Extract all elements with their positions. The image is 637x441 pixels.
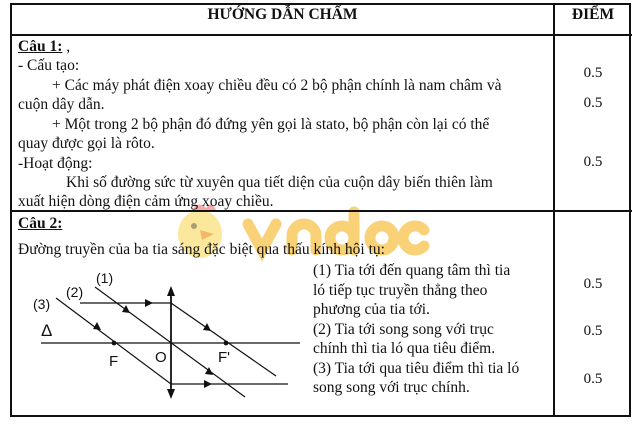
q1-line: xuất hiện dòng điện cảm ứng xoay chiều. xyxy=(18,193,274,210)
focus-point xyxy=(112,341,117,346)
q1-score: 0.5 xyxy=(583,154,603,170)
q1-score: 0.5 xyxy=(583,95,603,111)
question-1-suffix: , xyxy=(62,38,71,55)
converging-lens-diagram xyxy=(0,260,310,410)
focus-prime-label: F' xyxy=(218,349,231,366)
q1-line: Khi số đường sức từ xuyên qua tiết diện của cuộn dây biến thiên làm xyxy=(66,174,493,191)
q2-score: 0.5 xyxy=(583,371,603,387)
q2-score: 0.5 xyxy=(583,276,603,292)
q2-explanation: phương của tia tới. xyxy=(313,301,430,318)
question-1-title: Câu 1: xyxy=(18,38,63,55)
q1-line: + Các máy phát điện xoay chiều đều có 2 bộ phận chính là nam châm và xyxy=(52,77,502,94)
q2-explanation: song song với trục chính. xyxy=(313,379,470,396)
ray-2-label: (2) xyxy=(66,284,84,300)
q2-explanation: (3) Tia tới qua tiêu điểm thì tia ló xyxy=(313,360,520,377)
q1-line: cuộn dây dẫn. xyxy=(18,96,105,113)
ray-3-label: (3) xyxy=(33,296,51,312)
question-2-title: Câu 2: xyxy=(18,215,63,232)
q1-line: + Một trong 2 bộ phận đó đứng yên gọi là stato, bộ phận còn lại có thể xyxy=(52,116,490,133)
q1-line: quay được gọi là rôto. xyxy=(18,135,155,152)
q1-score: 0.5 xyxy=(583,65,603,81)
ray-1-label: (1) xyxy=(96,270,114,286)
focus-label: F xyxy=(109,353,119,370)
score-column-header: ĐIỂM xyxy=(571,6,615,23)
q2-intro: Đường truyền của ba tia sáng đặc biệt qua thấu kính hội tụ: xyxy=(18,241,385,258)
q2-explanation: (2) Tia tới song song với trục xyxy=(313,321,494,338)
question-1-heading xyxy=(18,37,70,57)
arrow-icon xyxy=(204,380,212,388)
arrow-icon xyxy=(203,323,211,331)
axis-label: Δ xyxy=(41,321,53,340)
arrow-icon xyxy=(122,305,130,313)
q1-line: -Hoạt động: xyxy=(18,155,93,172)
focus-prime-point xyxy=(224,341,229,346)
lens-bottom-arrow-icon xyxy=(167,389,175,399)
header-divider xyxy=(10,34,632,36)
q2-explanation: (1) Tia tới đến quang tâm thì tia xyxy=(313,262,511,279)
q1-line: - Cấu tạo: xyxy=(18,57,80,74)
center-label: O xyxy=(155,349,167,366)
lens-top-arrow-icon xyxy=(167,286,175,296)
arrow-icon xyxy=(145,299,153,307)
q2-explanation: chính thì tia ló qua tiêu điểm. xyxy=(313,340,496,357)
q2-explanation: ló tiếp tục truyền thẳng theo xyxy=(313,282,488,299)
guide-column-header: HƯỚNG DẪN CHẤM xyxy=(207,6,358,23)
q2-score: 0.5 xyxy=(583,323,603,339)
